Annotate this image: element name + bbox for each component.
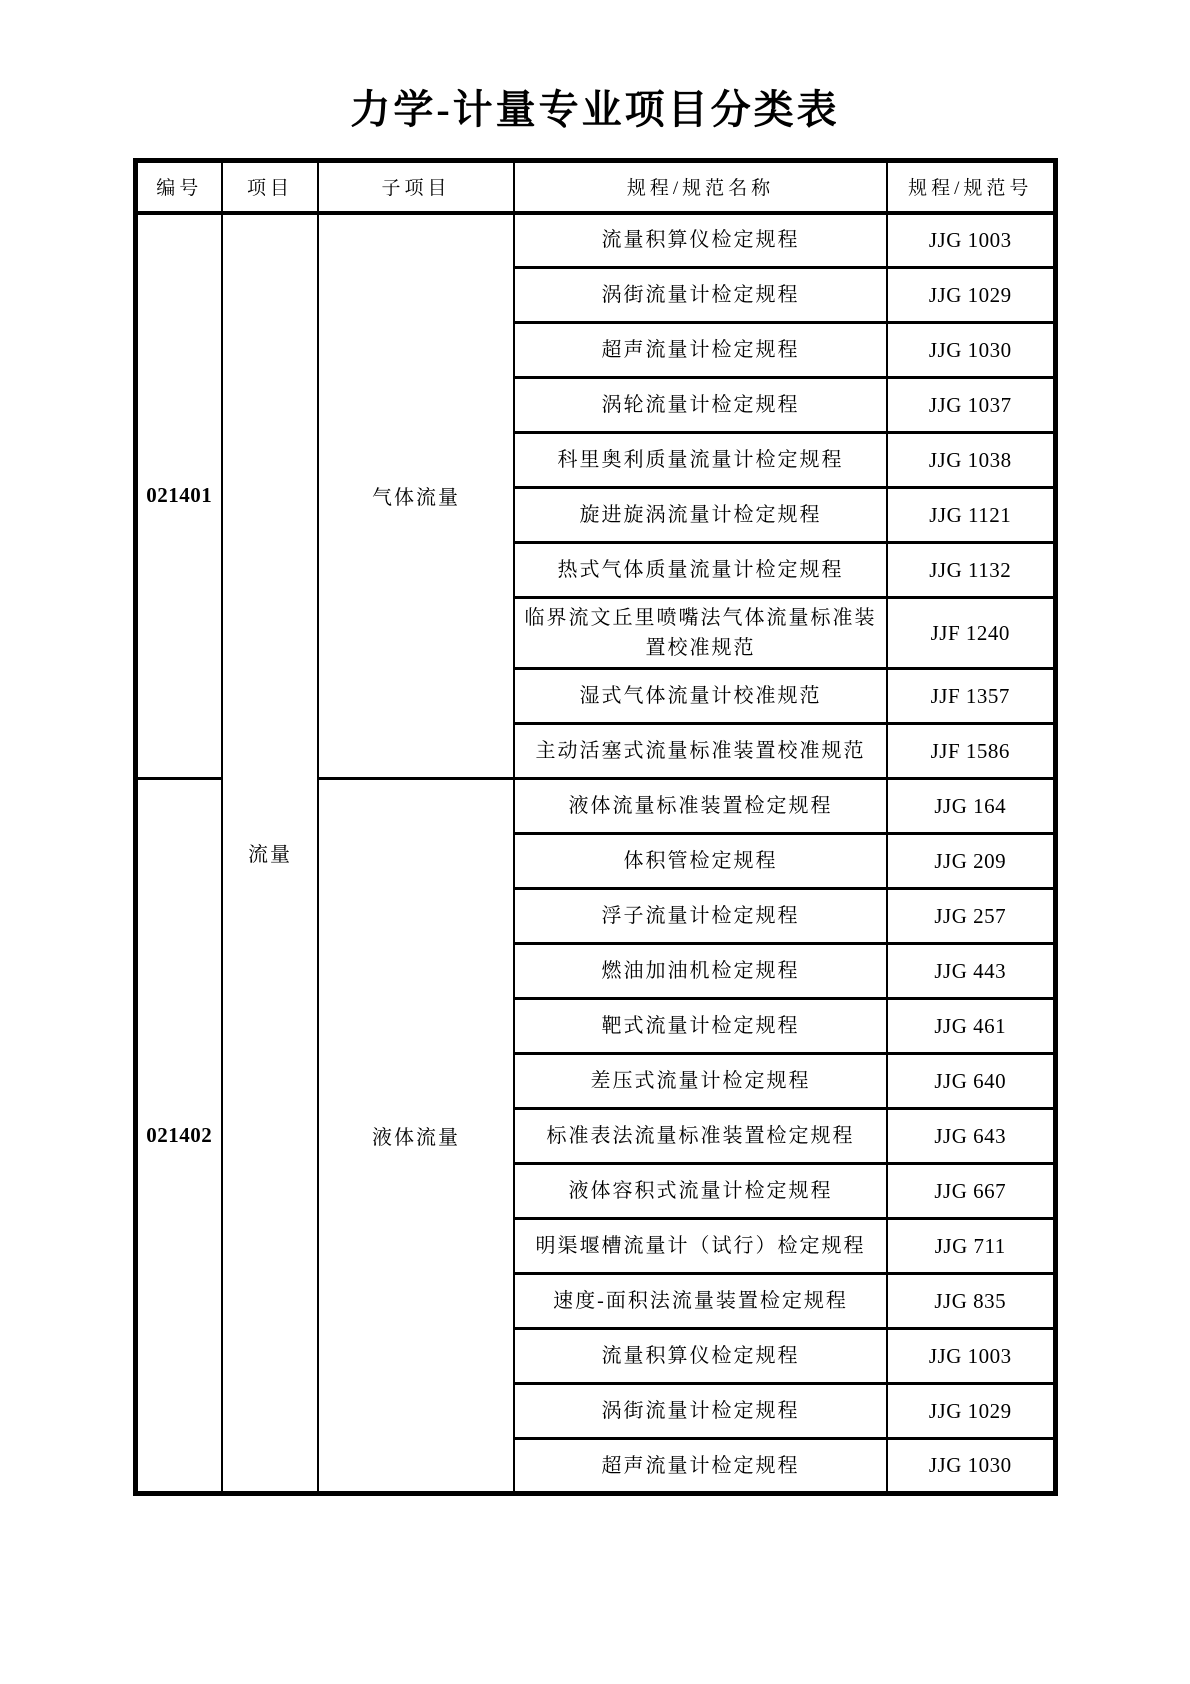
regulation-number: JJG 1132 — [887, 543, 1055, 598]
regulation-name: 科里奥利质量流量计检定规程 — [514, 433, 887, 488]
regulation-number: JJG 1003 — [887, 213, 1055, 268]
regulation-name: 流量积算仪检定规程 — [514, 1329, 887, 1384]
regulation-number: JJG 209 — [887, 834, 1055, 889]
regulation-name: 差压式流量计检定规程 — [514, 1054, 887, 1109]
regulation-number: JJG 461 — [887, 999, 1055, 1054]
regulation-name: 涡轮流量计检定规程 — [514, 378, 887, 433]
regulation-name: 燃油加油机检定规程 — [514, 944, 887, 999]
regulation-name: 浮子流量计检定规程 — [514, 889, 887, 944]
regulation-number: JJG 1029 — [887, 268, 1055, 323]
regulation-name: 涡街流量计检定规程 — [514, 268, 887, 323]
regulation-number: JJG 711 — [887, 1219, 1055, 1274]
project-cell: 流量 — [222, 213, 318, 1494]
regulation-name: 旋进旋涡流量计检定规程 — [514, 488, 887, 543]
subproject-gas-flow: 气体流量 — [318, 213, 514, 779]
table-body — [135, 213, 1055, 1494]
subproject-liquid-flow: 液体流量 — [318, 779, 514, 1494]
classification-table — [133, 158, 1058, 1496]
regulation-number: JJG 1037 — [887, 378, 1055, 433]
regulation-number: JJF 1586 — [887, 724, 1055, 779]
regulation-name: 热式气体质量流量计检定规程 — [514, 543, 887, 598]
header-regulation-name: 规程/规范名称 — [514, 161, 887, 213]
regulation-number: JJG 835 — [887, 1274, 1055, 1329]
regulation-number: JJF 1357 — [887, 669, 1055, 724]
regulation-name: 液体容积式流量计检定规程 — [514, 1164, 887, 1219]
regulation-number: JJG 643 — [887, 1109, 1055, 1164]
regulation-number: JJG 164 — [887, 779, 1055, 834]
header-project: 项目 — [222, 161, 318, 213]
header-row — [135, 161, 1055, 213]
regulation-name: 涡街流量计检定规程 — [514, 1384, 887, 1439]
header-code: 编号 — [135, 161, 222, 213]
group-code-021401: 021401 — [135, 213, 222, 779]
regulation-number: JJG 443 — [887, 944, 1055, 999]
regulation-name: 超声流量计检定规程 — [514, 1439, 887, 1494]
regulation-number: JJG 667 — [887, 1164, 1055, 1219]
regulation-name: 流量积算仪检定规程 — [514, 213, 887, 268]
regulation-name: 靶式流量计检定规程 — [514, 999, 887, 1054]
regulation-number: JJF 1240 — [887, 598, 1055, 669]
header-subproject: 子项目 — [318, 161, 514, 213]
regulation-name: 主动活塞式流量标准装置校准规范 — [514, 724, 887, 779]
table-row — [135, 213, 1055, 268]
regulation-name: 液体流量标准装置检定规程 — [514, 779, 887, 834]
regulation-name: 临界流文丘里喷嘴法气体流量标准装置校准规范 — [514, 598, 887, 669]
regulation-number: JJG 1038 — [887, 433, 1055, 488]
regulation-number: JJG 1029 — [887, 1384, 1055, 1439]
regulation-number: JJG 257 — [887, 889, 1055, 944]
regulation-number: JJG 1030 — [887, 323, 1055, 378]
regulation-name: 超声流量计检定规程 — [514, 323, 887, 378]
regulation-number: JJG 1003 — [887, 1329, 1055, 1384]
regulation-name: 速度-面积法流量装置检定规程 — [514, 1274, 887, 1329]
regulation-name: 湿式气体流量计校准规范 — [514, 669, 887, 724]
header-regulation-number: 规程/规范号 — [887, 161, 1055, 213]
regulation-number: JJG 1030 — [887, 1439, 1055, 1494]
regulation-name: 体积管检定规程 — [514, 834, 887, 889]
regulation-number: JJG 640 — [887, 1054, 1055, 1109]
regulation-name: 明渠堰槽流量计（试行）检定规程 — [514, 1219, 887, 1274]
regulation-name: 标准表法流量标准装置检定规程 — [514, 1109, 887, 1164]
page-title: 力学-计量专业项目分类表 — [350, 87, 840, 132]
group-code-021402: 021402 — [135, 779, 222, 1494]
regulation-number: JJG 1121 — [887, 488, 1055, 543]
table-header — [135, 161, 1055, 213]
